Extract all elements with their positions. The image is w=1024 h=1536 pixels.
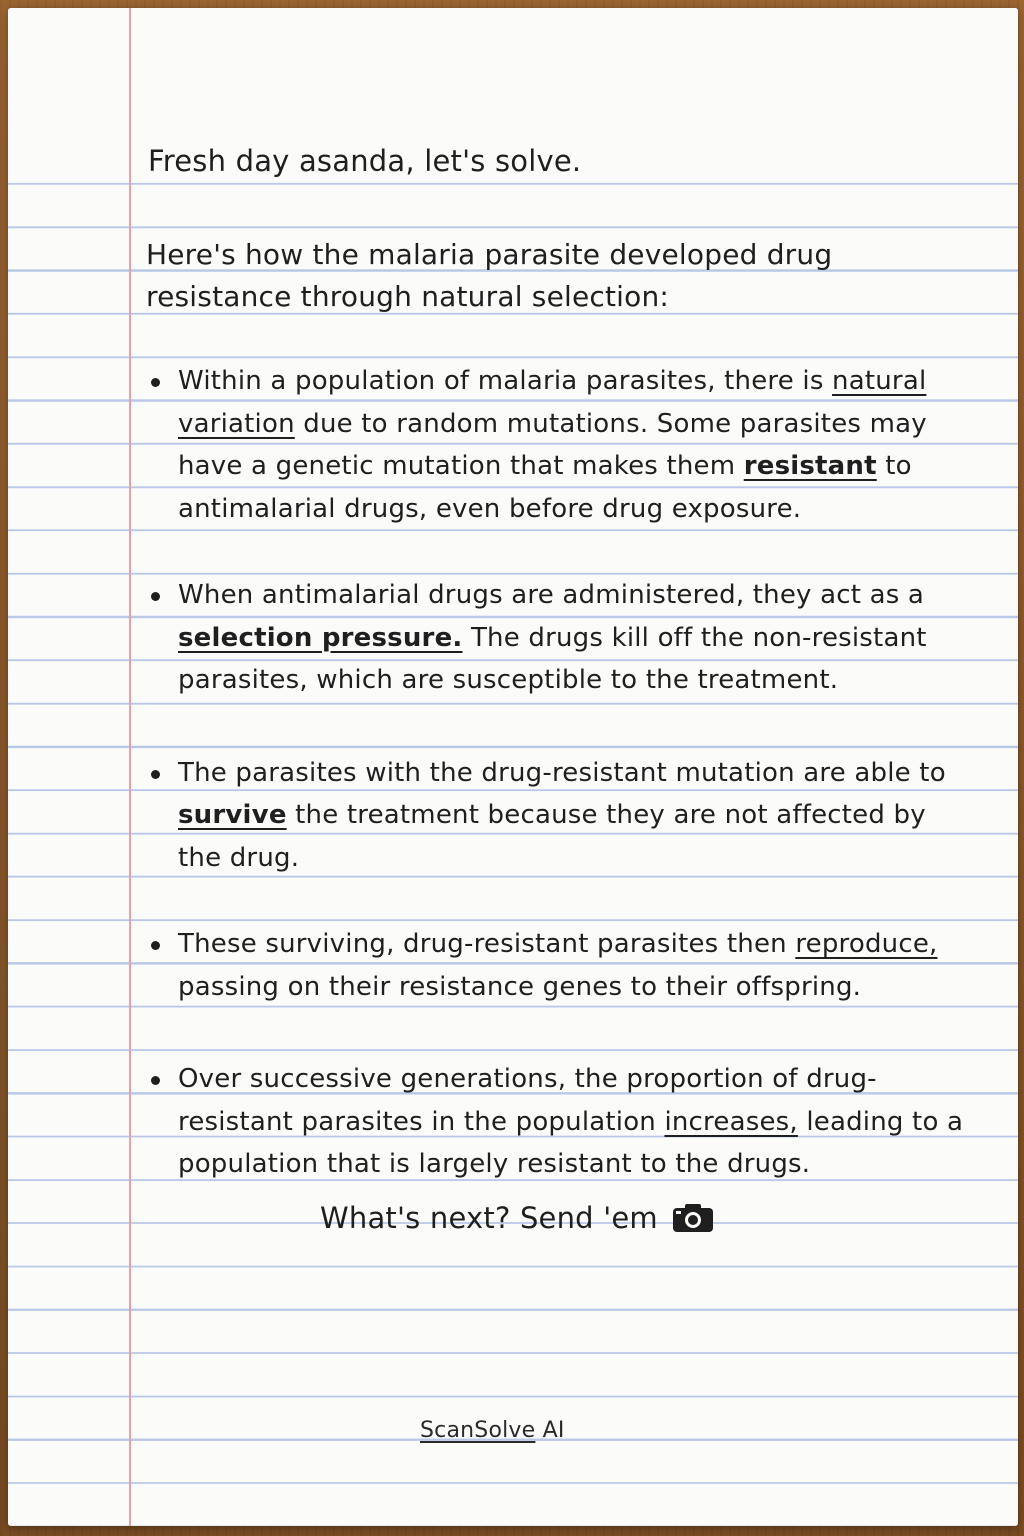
key-term: natural variation bbox=[178, 366, 927, 439]
bullet-text: leading to a population that is largely resistant to the drugs. bbox=[178, 1106, 964, 1179]
bullet-text: When antimalarial drugs are administered, they act as a bbox=[178, 580, 925, 610]
list-item bbox=[148, 752, 968, 880]
list-item bbox=[148, 574, 968, 702]
bullet-text: Within a population of malaria parasites, there is bbox=[178, 366, 833, 396]
bullet-dot bbox=[151, 378, 160, 387]
camera-icon bbox=[672, 1203, 714, 1233]
list-item bbox=[148, 1058, 968, 1186]
key-term: increases, bbox=[664, 1106, 798, 1137]
notebook-paper bbox=[8, 8, 1018, 1526]
bullet-list bbox=[148, 360, 968, 1186]
list-item bbox=[148, 923, 968, 1008]
bullet-text: passing on their resistance genes to their offspring. bbox=[178, 971, 862, 1002]
key-term: survive bbox=[178, 800, 287, 830]
bullet-dot bbox=[151, 941, 160, 950]
list-item bbox=[148, 360, 968, 530]
bullet-dot bbox=[151, 1076, 160, 1085]
brand-footer bbox=[420, 1418, 565, 1443]
brand-suffix: AI bbox=[535, 1418, 565, 1443]
bullet-dot bbox=[151, 770, 160, 779]
intro-text: Here's how the malaria parasite developed drug resistance through natural selection: bbox=[146, 238, 833, 313]
bullet-text: The parasites with the drug-resistant mutation are able to bbox=[178, 757, 946, 788]
key-term: resistant bbox=[743, 451, 877, 481]
brand-name: ScanSolve bbox=[420, 1418, 536, 1443]
greeting-text: Fresh day asanda, let's solve. bbox=[148, 144, 582, 178]
bullet-text: The drugs kill off the non-resistant parasites, which are susceptible to the treatment. bbox=[178, 622, 927, 695]
key-term: reproduce, bbox=[795, 929, 938, 959]
bullet-text: Over successive generations, the proportion of drug-resistant parasites in the population bbox=[178, 1064, 877, 1137]
bullet-text: These surviving, drug-resistant parasites then bbox=[178, 929, 796, 959]
bullet-text: to antimalarial drugs, even before drug exposure. bbox=[178, 451, 912, 524]
closing-line bbox=[320, 1201, 714, 1235]
bullet-text: the treatment because they are not affected by the drug. bbox=[178, 800, 926, 873]
key-term: selection pressure. bbox=[178, 622, 463, 653]
bullet-text: due to random mutations. Some parasites may have a genetic mutation that makes them bbox=[178, 408, 927, 481]
margin-line bbox=[129, 8, 131, 1526]
bullet-dot bbox=[151, 592, 160, 601]
closing-text: What's next? Send 'em bbox=[320, 1201, 658, 1235]
